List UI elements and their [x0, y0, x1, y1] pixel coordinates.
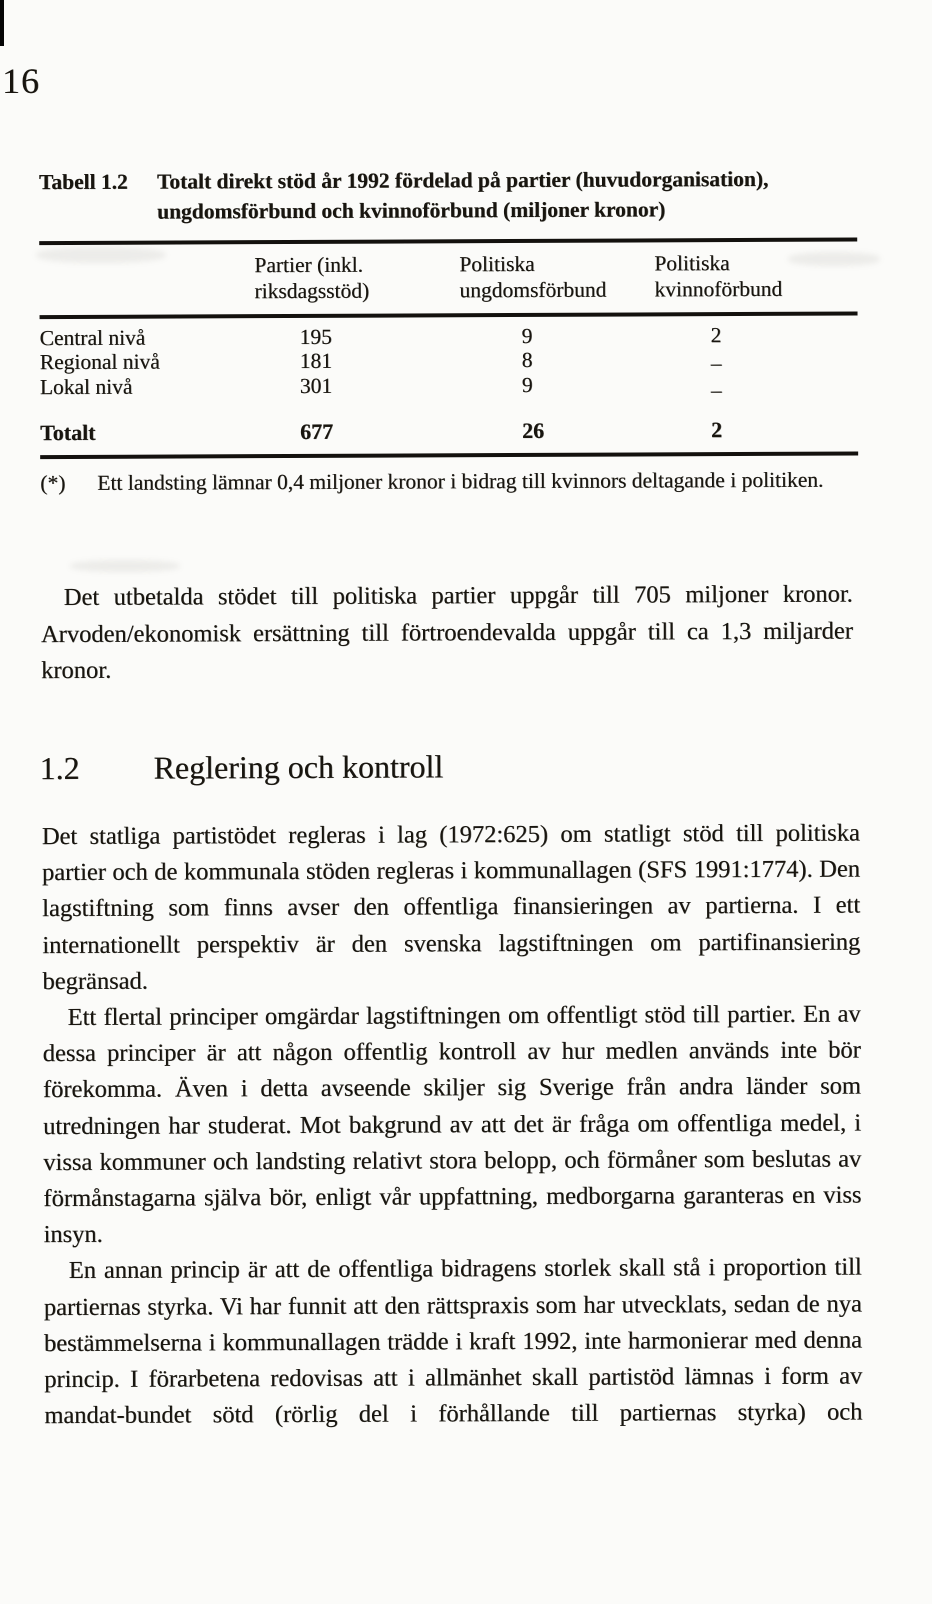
row-label: Central nivå: [39, 325, 146, 350]
cell-kvinnoforbund: 2: [710, 322, 722, 347]
table-footnote: [40, 467, 858, 498]
row-label: Regional nivå: [39, 349, 160, 375]
section-number: 1.2: [39, 749, 80, 787]
footnote-marker: (*): [40, 470, 66, 496]
table-caption-text: Totalt direkt stöd år 1992 fördelad på partier (huvudorganisation), ungdomsförbund och kvinnoförbund (miljoner kronor): [156, 166, 769, 224]
cell-kvinnoforbund: –: [710, 351, 722, 376]
table-header-kvinnoforbund-line2: kvinnoförbund: [654, 276, 783, 302]
body-paragraph: Det statliga partistödet regleras i lag (1972:625) om statligt stöd till politiska partier och de kommunala stöden regleras i kommunallagen (SFS 1991:1774). Den lagstiftning som finns avser den offentliga finansieringen av partierna. I ett internationellt perspektiv är den svenska lagstiftningen om partifinansiering begränsad.: [41, 819, 861, 995]
table-header-ungdomsforbund-line2: ungdomsförbund: [459, 277, 607, 303]
table-header-partier: [254, 251, 459, 304]
section-heading: [39, 746, 443, 788]
cell-partier: 195: [299, 324, 332, 349]
cell-ungdomsforbund: 9: [521, 372, 533, 397]
table-caption: [39, 164, 859, 228]
cell-kvinnoforbund: –: [710, 377, 722, 402]
table-header-kvinnoforbund: [654, 250, 857, 303]
row-label: Lokal nivå: [39, 374, 133, 399]
table-header-partier-line2: riksdagsstöd): [254, 278, 370, 304]
total-label: Totalt: [40, 419, 96, 446]
table-header-kvinnoforbund-line1: Politiska: [654, 251, 730, 276]
total-kvinnoforbund: 2: [710, 417, 723, 443]
intro-paragraph: Det utbetalda stödet till politiska partier uppgår till 705 miljoner kronor. Arvoden/ekonomisk ersättning till förtroendevalda uppgår till ca 1,3 miljarder kronor.: [40, 580, 853, 685]
section-title: Reglering och kontroll: [153, 748, 444, 786]
table-body: [39, 315, 858, 402]
table-header-empty: [39, 252, 254, 305]
total-ungdomsforbund: 26: [521, 417, 545, 443]
page-number: 16: [2, 61, 40, 101]
table-header-ungdomsforbund-line1: Politiska: [459, 251, 535, 277]
footnote-text: Ett landsting lämnar 0,4 miljoner kronor i bidrag till kvinnors deltagande i politiken.: [97, 467, 824, 495]
table-row: [40, 347, 858, 375]
support-table: [39, 238, 858, 498]
table-total-row: [40, 418, 858, 455]
total-partier: 677: [299, 418, 334, 444]
table-header-row: [39, 242, 857, 316]
body-paragraph: En annan princip är att de offentliga bidragens storlek skall stå i proportion till partiernas styrka. Vi har funnit att den rättspraxis som har utvecklats, sedan de nya bestämmelserna i kommunallagen trädde i kraft 1992, inte harmonierar med denna princip. I förarbetena redovisas att i allmänhet skall partistöd lämnas i form av mandat-bundet sötd (rörlig del i förhållande till partiernas styrka) och: [43, 1253, 863, 1430]
table-header-ungdomsforbund: [459, 250, 654, 303]
cell-partier: 181: [299, 348, 333, 373]
table-header-partier-line1: Partier (inkl.: [254, 252, 364, 278]
body-paragraph: Ett flertal principer omgärdar lagstiftningen om offentligt stöd till partier. En av dessa principer är att någon offentlig kontroll av hur medlen används inte bör förekomma. Även i detta avseende skiljer sig Sverige från andra länder som utredningen har studerat. Mot bakgrund av att det är fråga om offentliga medel, i vissa kommuner och landsting relativt stora belopp, och förmåner som beslutas av förmånstagarna själva bör, enligt vår uppfattning, medborgarna garanteras en viss insyn.: [42, 1000, 862, 1249]
section-body: [42, 816, 863, 1435]
cell-partier: 301: [299, 373, 333, 398]
cell-ungdomsforbund: 8: [521, 347, 533, 372]
table-row: [40, 322, 858, 350]
table-caption-label: Tabell 1.2: [38, 169, 128, 195]
cell-ungdomsforbund: 9: [521, 323, 533, 348]
